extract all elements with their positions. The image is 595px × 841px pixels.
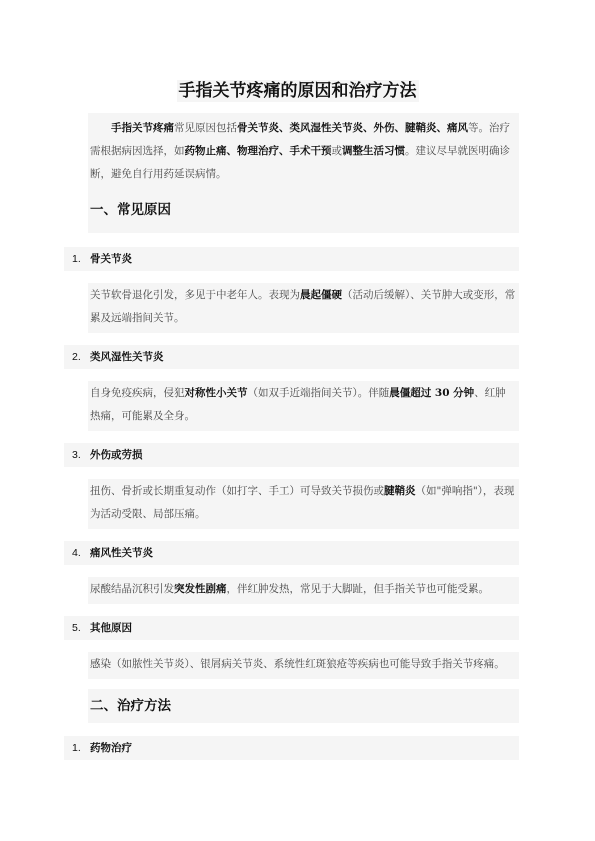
list-item-cause-3 xyxy=(64,443,519,467)
intro-paragraph xyxy=(90,117,516,186)
section-heading-treatment: 二、治疗方法 xyxy=(90,698,171,714)
list-item-cause-5 xyxy=(64,616,519,640)
list-item-title: 骨关节炎 xyxy=(90,253,132,265)
intro-segment: 或 xyxy=(331,145,342,157)
list-number: 4. xyxy=(72,547,81,559)
cause-4-description: 尿酸结晶沉积引发突发性剧痛，伴红肿发热，常见于大脚趾，但手指关节也可能受累。 xyxy=(88,577,519,604)
cause-3-description: 扭伤、骨折或长期重复动作（如打字、手工）可导致关节损伤或腱鞘炎（如"弹响指"），表现为活动受限、局部压痛。 xyxy=(88,479,519,529)
intro-segment: 调整生活习惯 xyxy=(342,145,405,157)
intro-segment: 骨关节炎、类风湿性关节炎、外伤、腱鞘炎、痛风 xyxy=(237,122,468,134)
intro-segment: 药物止痛、物理治疗、手术干预 xyxy=(184,145,332,157)
list-item-title: 药物治疗 xyxy=(90,742,132,754)
list-item-cause-4 xyxy=(64,541,519,565)
intro-segment: 等。治疗需根据病因选择，如 xyxy=(90,122,510,157)
list-item-cause-2 xyxy=(64,345,519,369)
list-item-title: 外伤或劳损 xyxy=(90,449,143,461)
list-item-cause-1 xyxy=(64,247,519,271)
document-title: 手指关节疼痛的原因和治疗方法 xyxy=(178,81,417,101)
section-heading-causes: 一、常见原因 xyxy=(90,202,171,218)
intro-segment: 。建议尽早就医明确诊断，避免自行用药延误病情。 xyxy=(90,145,510,180)
list-number: 3. xyxy=(72,449,81,461)
intro-segment: 常见原因包括 xyxy=(174,122,237,134)
intro-block xyxy=(88,113,519,233)
cause-1-description: 关节软骨退化引发，多见于中老年人。表现为晨起僵硬（活动后缓解）、关节肿大或变形，常累及远端指间关节。 xyxy=(88,283,519,333)
list-number: 2. xyxy=(72,351,81,363)
list-item-treatment-1 xyxy=(64,736,519,760)
list-item-title: 痛风性关节炎 xyxy=(90,547,153,559)
list-item-title: 其他原因 xyxy=(90,622,132,634)
list-item-title: 类风湿性关节炎 xyxy=(90,351,164,363)
cause-5-description: 感染（如脓性关节炎）、银屑病关节炎、系统性红斑狼疮等疾病也可能导致手指关节疼痛。 xyxy=(88,652,519,679)
list-number: 1. xyxy=(72,253,81,265)
list-number: 1. xyxy=(72,742,81,754)
cause-2-description: 自身免疫疾病，侵犯对称性小关节（如双手近端指间关节）。伴随晨僵超过 30 分钟、红肿热痛，可能累及全身。 xyxy=(88,381,519,431)
intro-segment: 手指关节疼痛 xyxy=(111,122,174,134)
section-heading-treatment-block xyxy=(88,689,519,723)
list-number: 5. xyxy=(72,622,81,634)
